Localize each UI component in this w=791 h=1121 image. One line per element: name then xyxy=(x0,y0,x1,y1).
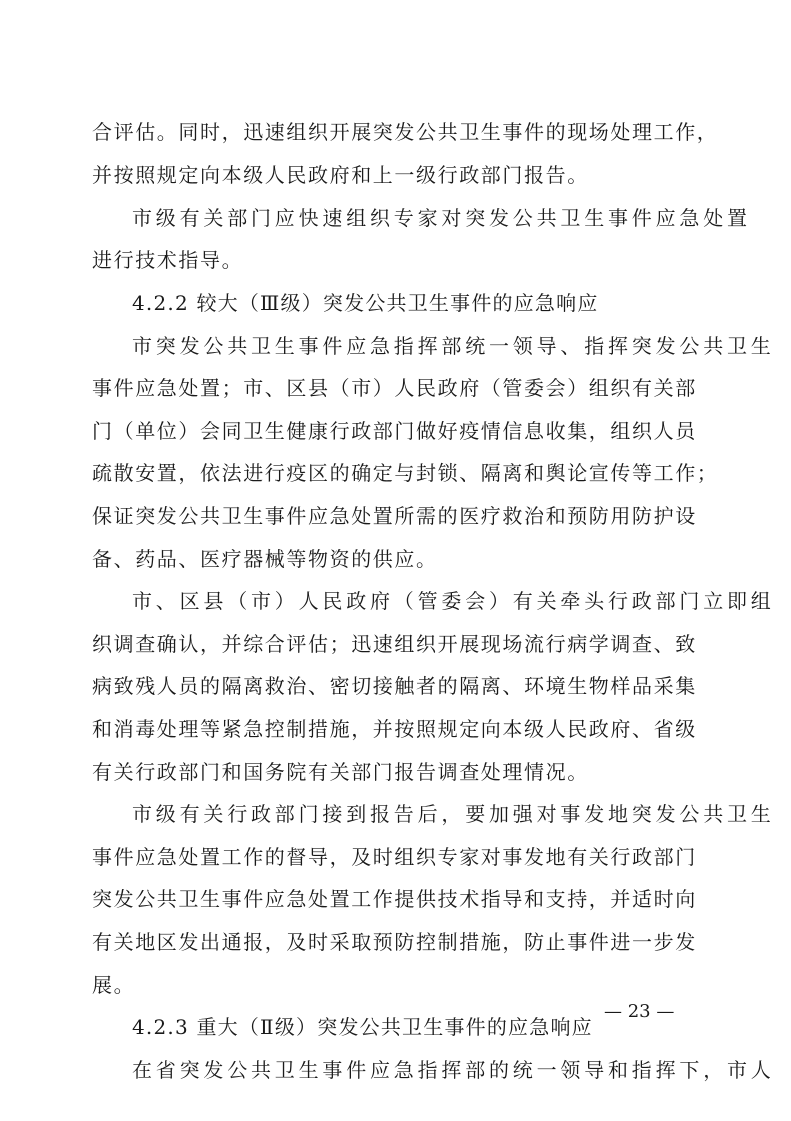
text-line xyxy=(0,451,791,495)
text-line-content: 保证突发公共卫生事件应急处置所需的医疗救治和预防用防护设 xyxy=(92,504,697,528)
text-line xyxy=(0,835,791,879)
text-line-content: 病致残人员的隔离救治、密切接触者的隔离、环境生物样品采集 xyxy=(92,674,697,698)
text-line xyxy=(0,792,791,836)
text-line xyxy=(0,324,791,368)
text-line xyxy=(0,664,791,708)
text-line xyxy=(0,579,791,623)
text-line-content: 在省突发公共卫生事件应急指挥部的统一领导和指挥下，市人 xyxy=(132,1058,775,1082)
text-line-content: 市、区县（市）人民政府（管委会）有关牵头行政部门立即组 xyxy=(132,589,775,613)
text-line-content: 合评估。同时，迅速组织开展突发公共卫生事件的现场处理工作， xyxy=(92,120,719,144)
text-line xyxy=(0,238,791,282)
text-line-content: 进行技术指导。 xyxy=(92,248,244,272)
text-line xyxy=(0,750,791,794)
text-line-content: 有关地区发出通报，及时采取预防控制措施，防止事件进一步发 xyxy=(92,930,697,954)
text-line-content: 有关行政部门和国务院有关部门报告调查处理情况。 xyxy=(92,760,589,784)
text-line-content: 疏散安置，依法进行疫区的确定与封锁、隔离和舆论宣传等工作； xyxy=(92,461,719,485)
text-line xyxy=(0,366,791,410)
text-line-content: 市级有关部门应快速组织专家对突发公共卫生事件应急处置 xyxy=(132,206,751,230)
text-line-content: 事件应急处置工作的督导，及时组织专家对事发地有关行政部门 xyxy=(92,845,697,869)
text-line-content: 市突发公共卫生事件应急指挥部统一领导、指挥突发公共卫生 xyxy=(132,334,775,358)
text-line-content: 门（单位）会同卫生健康行政部门做好疫情信息收集，组织人员 xyxy=(92,419,697,443)
text-line-content: 并按照规定向本级人民政府和上一级行政部门报告。 xyxy=(92,163,589,187)
text-line-content: 市级有关行政部门接到报告后，要加强对事发地突发公共卫生 xyxy=(132,802,775,826)
text-line xyxy=(0,537,791,581)
text-line xyxy=(0,707,791,751)
text-line xyxy=(0,196,791,240)
section-heading-text: 4.2.2 较大（Ⅲ级）突发公共卫生事件的应急响应 xyxy=(132,291,599,315)
text-line-content: 事件应急处置；市、区县（市）人民政府（管委会）组织有关部 xyxy=(92,376,697,400)
text-line xyxy=(0,920,791,964)
section-heading-text: 4.2.3 重大（Ⅱ级）突发公共卫生事件的应急响应 xyxy=(132,1015,593,1039)
text-line-content: 和消毒处理等紧急控制措施，并按照规定向本级人民政府、省级 xyxy=(92,717,697,741)
text-line xyxy=(0,877,791,921)
text-line xyxy=(0,409,791,453)
text-line xyxy=(0,153,791,197)
text-line xyxy=(0,622,791,666)
text-line-content: 备、药品、医疗器械等物资的供应。 xyxy=(92,547,438,571)
page-number: — 23 — xyxy=(604,1001,675,1022)
text-line xyxy=(0,1048,791,1092)
text-line-content: 突发公共卫生事件应急处置工作提供技术指导和支持，并适时向 xyxy=(92,887,697,911)
text-line-content: 织调查确认，并综合评估；迅速组织开展现场流行病学调查、致 xyxy=(92,632,697,656)
text-line xyxy=(0,494,791,538)
section-heading xyxy=(0,281,791,325)
text-line xyxy=(0,110,791,154)
text-line-content: 展。 xyxy=(92,973,136,997)
